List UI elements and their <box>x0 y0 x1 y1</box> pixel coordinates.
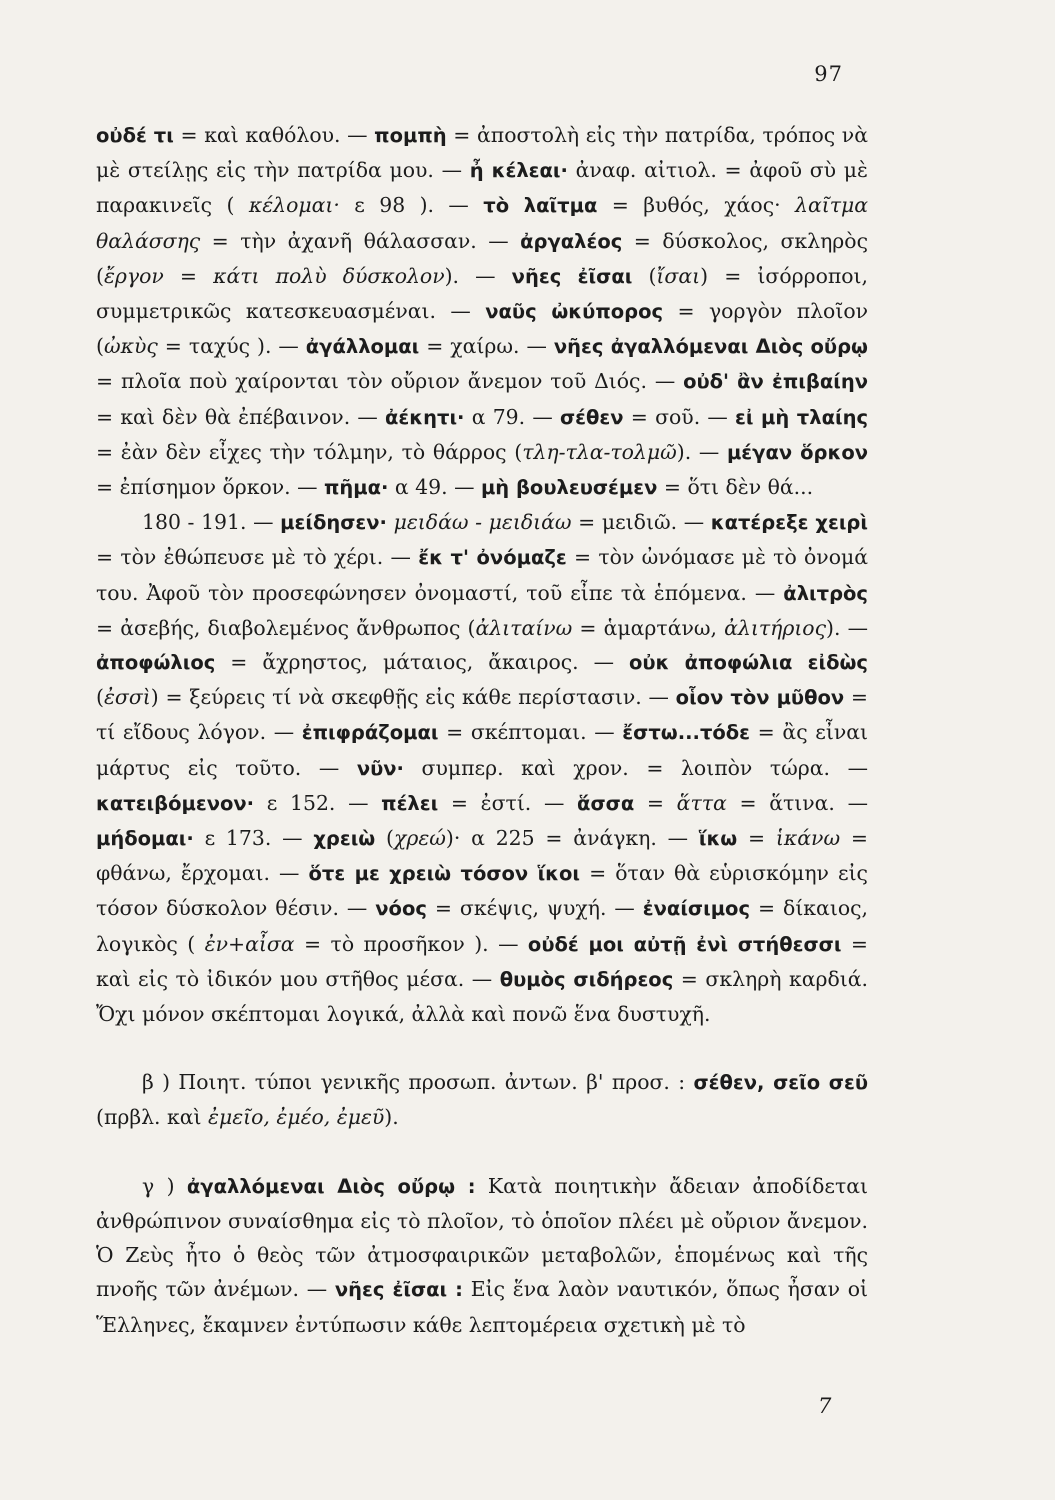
gloss-text: ε 173. — <box>193 826 314 851</box>
lemma-term: χρειὼ <box>313 827 376 851</box>
lemma-term: οὐδέ μοι αὐτῇ ἐνὶ στήθεσσι <box>527 932 842 956</box>
gloss-text: = ἐὰν δὲν εἶχες τὴν τόλμην, τὸ θάρρος ( <box>96 439 523 464</box>
paragraph-beta <box>96 1065 868 1134</box>
lemma-term: σέθεν, σεῖο σεῦ <box>693 1071 868 1095</box>
lemma-term: ἀγάλλομαι <box>305 335 420 359</box>
italic-note: ἐμεῖο, ἐμέο, ἐμεῦ <box>208 1105 385 1130</box>
gloss-text: = τὸν ὠνόμασε μὲ τὸ ὀνομά του. Ἀφοῦ τὸν προσεφώνησεν ὀνομαστί, τοῦ εἶπε τὰ ἑπόμενα. — <box>96 545 868 605</box>
lemma-term: εἰ μὴ τλαίης <box>735 405 869 429</box>
gloss-text: = τὸν ἐθώπευσε μὲ τὸ χέρι. — <box>96 545 419 570</box>
lemma-term: οὐδ' ἂν ἐπιβαίην <box>683 370 868 394</box>
italic-note: ἅττα <box>676 790 727 815</box>
italic-note: ἔργον = κάτι πολὺ δύσκολον <box>103 263 445 288</box>
italic-note: ἴσαι <box>656 263 701 288</box>
lemma-term: ἔκ τ' ὀνόμαζε <box>418 546 567 570</box>
lemma-term: ἅσσα <box>577 791 635 815</box>
gloss-text: = ἂς εἶναι μάρτυς εἰς τοῦτο. — <box>96 720 868 780</box>
gloss-text: = ὅταν θὰ εὑρισκόμην εἰς τόσον δύσκολον θέσιν. — <box>96 861 868 921</box>
lemma-term: ἐπιφράζομαι <box>301 721 439 745</box>
lemma-term: ὅτε με χρειὼ τόσον ἵκοι <box>308 862 581 886</box>
lemma-term: ἀέκητι· <box>385 405 465 429</box>
gloss-text: = ἁμαρτάνω, <box>572 615 725 640</box>
lemma-term: νῆες ἐῖσαι <box>511 264 633 288</box>
gloss-text: = ἐπίσημον ὅρκον. — <box>96 475 324 500</box>
lemma-term: νόος <box>375 897 427 921</box>
page-number: 97 <box>814 62 843 86</box>
gloss-text: = <box>737 826 776 851</box>
gloss-text: = ἐστί. — <box>438 790 578 815</box>
gloss-text: ( <box>632 263 657 288</box>
italic-note: τλη-τλα-τολμῶ <box>522 439 677 464</box>
gloss-text: = καὶ εἰς τὸ ἰδικόν μου στῆθος μέσα. — <box>96 931 868 991</box>
gloss-text: α 49. — <box>388 475 481 500</box>
gloss-text: συμπερ. καὶ χρον. = λοιπὸν τώρα. — <box>403 755 868 780</box>
italic-note: ἱκάνω <box>775 826 841 851</box>
gloss-text: (πρβλ. καὶ <box>96 1105 209 1130</box>
gloss-text: = τὸ προσῆκον ). — <box>294 931 528 956</box>
paragraph-gamma <box>96 1169 868 1342</box>
gloss-text: = δίκαιος, λογικὸς ( <box>96 896 868 956</box>
gloss-text: = δύσκολος, σκληρὸς ( <box>96 228 868 288</box>
gloss-text: ). — <box>826 615 868 640</box>
gloss-text: = σκληρὴ καρδιά. Ὄχι μόνον σκέπτομαι λογικά, ἀλλὰ καὶ πονῶ ἕνα δυστυχῆ. <box>96 966 868 1027</box>
gloss-text: = ἀποστολὴ εἰς τὴν πατρίδα, τρόπος νὰ μὲ στείλῃς εἰς τὴν πατρίδα μου. — <box>96 123 868 183</box>
lemma-term: σέθεν <box>559 405 624 429</box>
gloss-text: ε 152. — <box>254 790 382 815</box>
lemma-term: ἀλιτρὸς <box>783 581 868 605</box>
gloss-text: )· α 225 = ἀνάγκη. — <box>445 826 699 851</box>
italic-note: ἀλιταίνω <box>475 615 573 640</box>
gloss-text: ). <box>384 1105 399 1130</box>
gloss-text: = φθάνω, ἔρχομαι. — <box>96 826 868 886</box>
italic-note: ὠκὺς <box>103 334 158 359</box>
italic-note: ἐσσὶ <box>103 685 151 710</box>
italic-note: χρεώ <box>394 826 446 851</box>
gloss-text: = ἄχρηστος, μάταιος, ἄκαιρος. — <box>215 650 629 675</box>
lemma-term: πῆμα· <box>323 476 389 500</box>
italic-note: μειδάω - μειδιάω <box>393 510 572 535</box>
lemma-term: μέγαν ὅρκον <box>726 440 869 464</box>
gloss-text: ( <box>96 685 104 710</box>
lemma-term: οἷον τὸν μῦθον <box>675 686 845 710</box>
gloss-text: = ἅτινα. — <box>726 790 868 815</box>
gloss-text: = <box>634 790 677 815</box>
signature-mark: 7 <box>818 1394 832 1418</box>
lemma-term: ἔστω...τόδε <box>622 721 751 745</box>
lemma-term: θυμὸς σιδήρεος <box>499 967 674 991</box>
gloss-text: ). — <box>444 263 512 288</box>
gloss-text: = τὴν ἀχανῆ θάλασσαν. — <box>200 228 521 253</box>
lemma-term: κατέρεξε χειρὶ <box>710 511 868 535</box>
gloss-text: Εἰς ἕνα λαὸν ναυτικόν, ὅπως ἦσαν οἱ Ἕλληνες, ἔκαμνεν ἐντύπωσιν κάθε λεπτομέρεια σχετικὴ μὲ τὸ <box>96 1277 868 1337</box>
gloss-text: β ) Ποιητ. τύποι γενικῆς προσωπ. ἀντων. β' προσ. : <box>142 1070 694 1095</box>
italic-note: κέλομαι· <box>248 193 340 218</box>
italic-note: λαῖτμα θαλάσσης <box>96 193 869 253</box>
lemma-term: νῆες ἐῖσαι : <box>334 1278 463 1302</box>
gloss-text: = γοργὸν πλοῖον ( <box>96 299 868 359</box>
lemma-term: ἀργαλέος <box>520 229 623 253</box>
lemma-term: οὐκ ἀποφώλια εἰδὼς <box>628 651 868 675</box>
lemma-term: πομπὴ <box>374 124 447 147</box>
lemma-term: νῦν· <box>356 756 404 780</box>
lemma-term: ἀγαλλόμεναι Διὸς οὔρῳ : <box>186 1174 476 1198</box>
gloss-text: = ὅτι δὲν θά... <box>657 475 814 500</box>
gloss-text: = σκέπτομαι. — <box>438 720 623 745</box>
paragraph-glossary-1 <box>96 118 868 505</box>
gloss-text: = πλοῖα ποὺ χαίρονται τὸν οὔριον ἄνεμον τοῦ Διός. — <box>96 369 684 394</box>
gloss-text: ). — <box>676 439 727 464</box>
gloss-text: ε 98 ). — <box>339 193 484 218</box>
italic-note: ἀλιτήριος <box>724 615 827 640</box>
lemma-term: ἐναίσιμος <box>642 897 751 921</box>
paragraph-glossary-180-191 <box>96 505 868 1031</box>
gloss-text: = ἀσεβής, διαβολεμένος ἄνθρωπος ( <box>96 615 476 640</box>
lemma-term: πέλει <box>381 791 439 815</box>
lemma-term: νῆες ἀγαλλόμεναι Διὸς οὔρῳ <box>553 335 868 359</box>
gloss-text: γ ) <box>142 1173 187 1198</box>
lemma-term: οὐδέ τι <box>96 124 174 147</box>
lemma-term: ἀποφώλιος <box>96 651 216 675</box>
gloss-text <box>387 510 394 534</box>
lemma-term: ἵκω <box>698 827 738 851</box>
lemma-term: τὸ λαῖτμα <box>483 194 598 218</box>
gloss-text: = βυθός, χάος· <box>597 193 796 218</box>
gloss-text: ) = ξεύρεις τί νὰ σκεφθῇς εἰς κάθε περίστασιν. — <box>150 685 676 710</box>
lemma-term: μήδομαι· <box>96 827 194 851</box>
gloss-text: 180 - 191. — <box>142 510 281 535</box>
gloss-text: = σοῦ. — <box>623 404 736 429</box>
gloss-text: Κατὰ ποιητικὴν ἄδειαν ἀποδίδεται ἀνθρώπινον συναίσθημα εἰς τὸ πλοῖον, τὸ ὁποῖον πλέει μὲ οὔριον ἄνεμον. Ὁ Ζεὺς ἦτο ὁ θεὸς τῶν ἀτμοσφαιρικῶν μεταβολῶν, ἑπομένως καὶ τῆς πνοῆς τῶν ἀνέμων. — <box>96 1173 869 1302</box>
commentary-text <box>96 118 868 1342</box>
gloss-text: ( <box>375 826 394 851</box>
gloss-text: α 79. — <box>464 404 560 429</box>
gloss-text: = μειδιῶ. — <box>571 510 711 535</box>
italic-note: ἐν+αἶσα <box>204 931 295 956</box>
lemma-term: μὴ βουλευσέμεν <box>480 476 658 500</box>
gloss-text: ἀναφ. αἰτιολ. = ἀφοῦ σὺ μὲ παρακινεῖς ( <box>96 158 868 218</box>
gloss-text: = καὶ δὲν θὰ ἐπέβαινον. — <box>96 404 386 429</box>
gloss-text: = σκέψις, ψυχή. — <box>426 896 643 921</box>
lemma-term: ἦ κέλεαι· <box>469 159 568 183</box>
gloss-text: ) = ἰσόρροποι, συμμετρικῶς κατεσκευασμέναι. — <box>96 263 868 324</box>
gloss-text: = χαίρω. — <box>419 334 554 359</box>
lemma-term: μείδησεν· <box>280 511 387 535</box>
gloss-text: = καὶ καθόλου. — <box>173 123 375 147</box>
lemma-term: κατειβόμενον· <box>96 791 255 815</box>
gloss-text: = ταχύς ). — <box>157 334 306 359</box>
gloss-text: = τί εἴδους λόγον. — <box>96 685 868 745</box>
lemma-term: ναῦς ὠκύπορος <box>485 300 664 324</box>
